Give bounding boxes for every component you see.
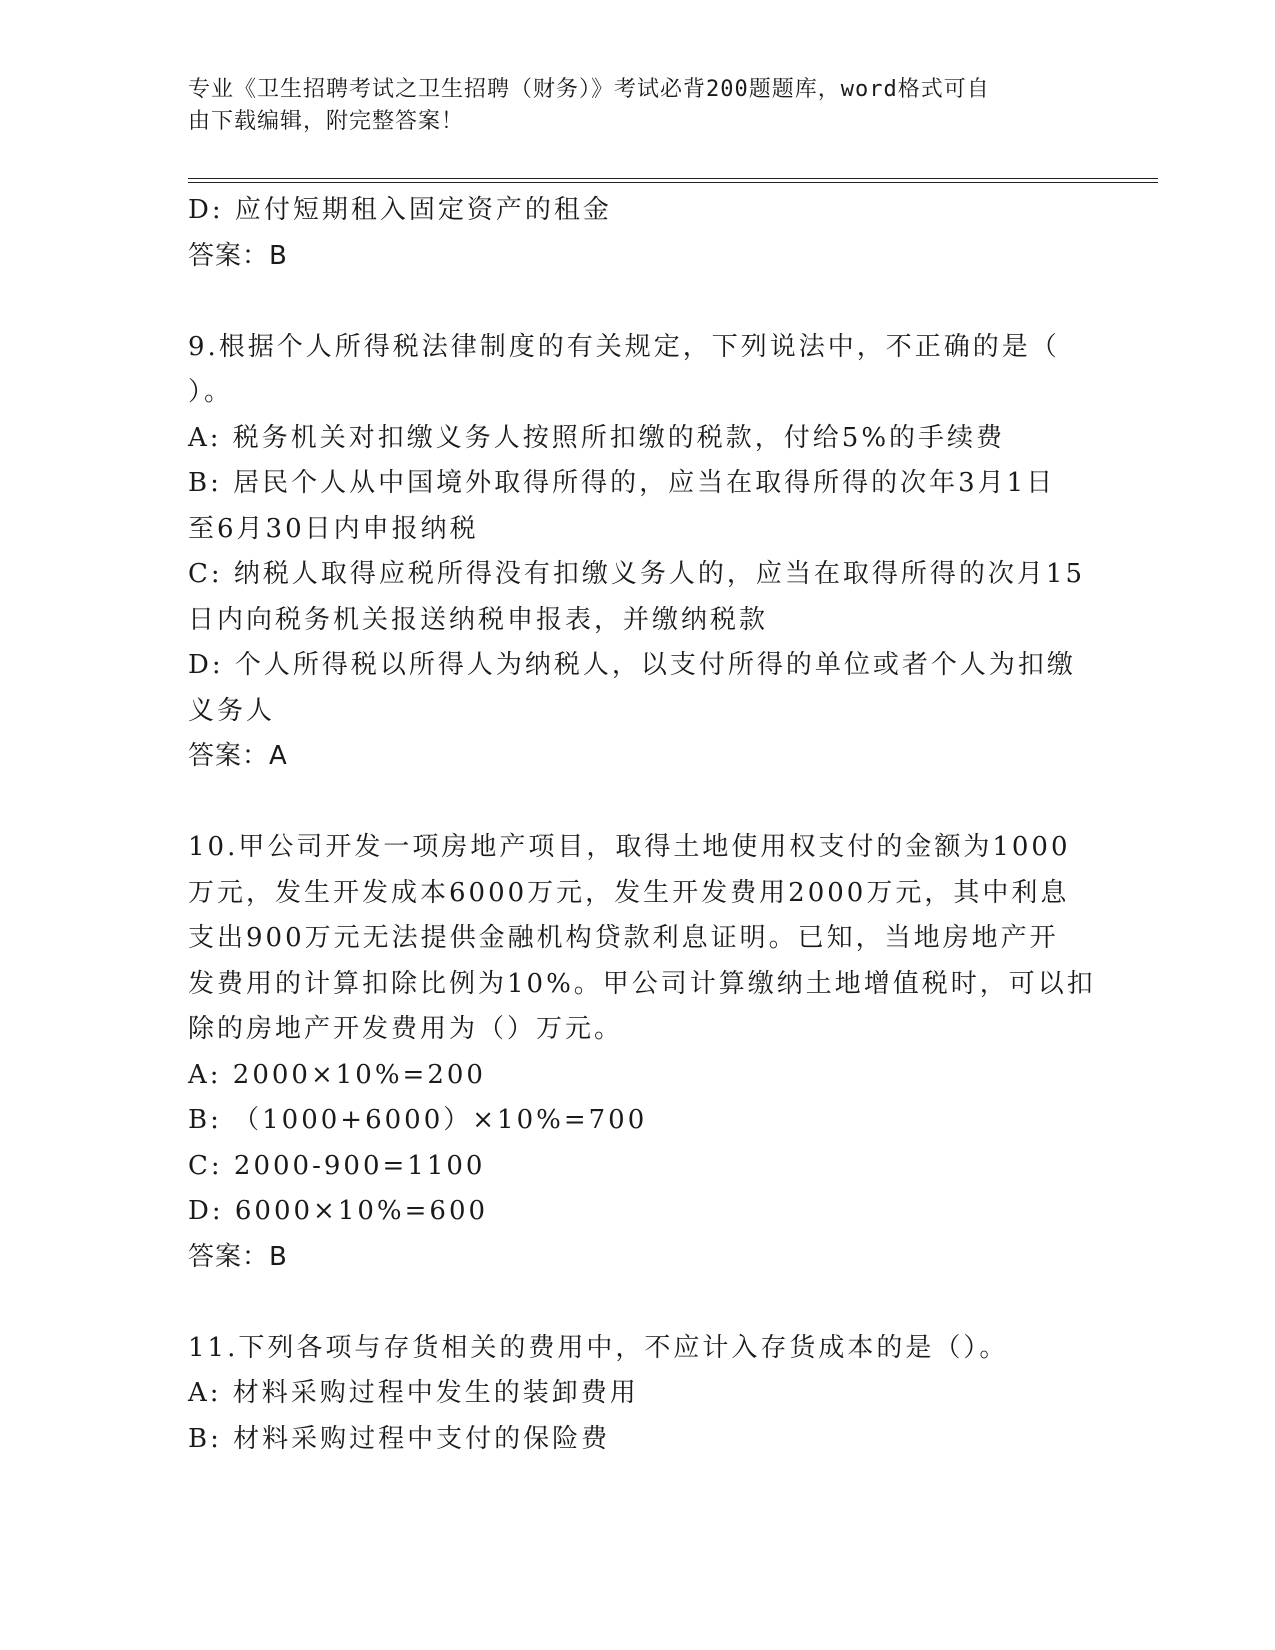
- question-stem-line-2: ）。: [188, 377, 234, 407]
- option-d: D: 应付短期租入固定资产的租金: [188, 195, 612, 225]
- question-stem-line-1: 9.根据个人所得税法律制度的有关规定，下列说法中，不正确的是（: [188, 331, 1060, 362]
- option-b: B: （1000+6000）×10%=700: [188, 1105, 648, 1135]
- question-stem-line-1: 10.甲公司开发一项房地产项目，取得土地使用权支付的金额为1000: [188, 832, 1071, 862]
- answer-line: 答案：B: [188, 1241, 288, 1272]
- spacer: [188, 279, 1088, 325]
- question-stem-line-3: 支出900万元无法提供金融机构贷款利息证明。已知，当地房地产开: [188, 923, 1059, 953]
- option-c: C: 2000-900=1100: [188, 1150, 486, 1181]
- question-8: [188, 188, 1088, 279]
- answer-line: 答案：B: [188, 240, 288, 271]
- header-title-line-2: 由下载编辑，附完整答案！: [188, 109, 465, 134]
- header-divider-top: [188, 178, 1158, 179]
- answer-line: 答案：A: [188, 741, 288, 771]
- document-header: [188, 74, 1068, 138]
- option-b-line-1: B: 居民个人从中国境外取得所得的，应当在取得所得的次年3月1日: [188, 468, 1056, 498]
- question-11: [188, 1326, 1088, 1463]
- option-b-line-2: 至6月30日内申报纳税: [188, 513, 479, 544]
- option-c-line-2: 日内向税务机关报送纳税申报表，并缴纳税款: [188, 604, 769, 635]
- spacer: [188, 780, 1088, 826]
- question-content: [188, 188, 1096, 1462]
- option-a: A: 材料采购过程中发生的装卸费用: [188, 1378, 639, 1408]
- option-a: A: 2000×10%=200: [188, 1059, 486, 1090]
- header-divider-bottom: [188, 182, 1158, 183]
- question-stem-line-2: 万元，发生开发成本6000万元，发生开发费用2000万元，其中利息: [188, 877, 1070, 908]
- spacer: [188, 1280, 1088, 1326]
- option-b: B: 材料采购过程中支付的保险费: [188, 1423, 611, 1454]
- question-stem-line-4: 发费用的计算扣除比例为10%。甲公司计算缴纳土地增值税时，可以扣: [188, 968, 1096, 999]
- question-stem-line-1: 11.下列各项与存货相关的费用中，不应计入存货成本的是（）。: [188, 1332, 1009, 1363]
- question-9: [188, 325, 1088, 780]
- header-title-line-1: 专业《卫生招聘考试之卫生招聘（财务）》考试必背200题题库，word格式可自: [188, 77, 990, 102]
- option-d: D: 6000×10%=600: [188, 1196, 489, 1226]
- option-a: A: 税务机关对扣缴义务人按照所扣缴的税款，付给5%的手续费: [188, 422, 1006, 453]
- question-10: [188, 825, 1096, 1280]
- option-d-line-2: 义务人: [188, 695, 276, 726]
- option-c-line-1: C: 纳税人取得应税所得没有扣缴义务人的，应当在取得所得的次月15: [188, 559, 1086, 589]
- question-stem-line-5: 除的房地产开发费用为（）万元。: [188, 1014, 624, 1044]
- option-d-line-1: D: 个人所得税以所得人为纳税人，以支付所得的单位或者个人为扣缴: [188, 650, 1076, 680]
